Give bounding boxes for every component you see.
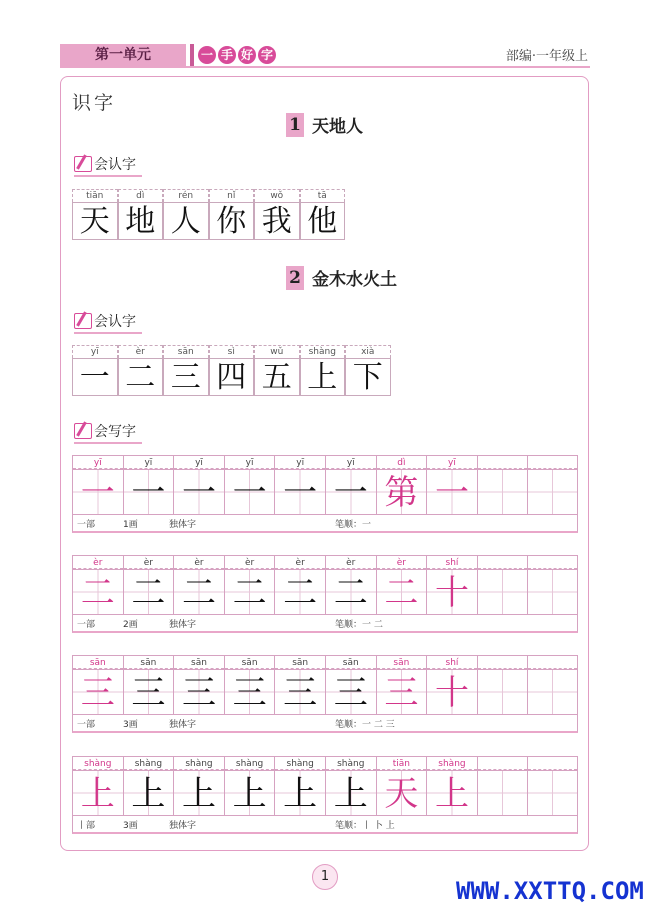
info-structure: 独体字 (169, 821, 197, 831)
writing-cell (173, 756, 224, 816)
recognize-heading-1 (74, 154, 136, 174)
pinyin: sān (124, 655, 174, 669)
pinyin: xià (345, 345, 391, 358)
lesson-1-title (286, 112, 363, 137)
hanzi (478, 770, 528, 816)
lesson-name: 天地人 (312, 117, 363, 137)
recognize-char-cell (300, 189, 346, 240)
recognize-char-cell (118, 189, 164, 240)
writing-cell (72, 756, 123, 816)
writing-cell (224, 756, 275, 816)
writing-cell (224, 655, 275, 715)
hanzi (478, 469, 528, 515)
hanzi: 三 (225, 669, 275, 715)
recognize-char-cell (72, 189, 118, 240)
writing-cell (477, 756, 528, 816)
info-radical: 一部 (77, 520, 96, 530)
writing-cell (72, 555, 123, 615)
hanzi: 一 (326, 469, 376, 515)
pinyin: sān (225, 655, 275, 669)
pinyin (478, 555, 528, 569)
info-structure: 独体字 (169, 720, 197, 730)
brand-logo (198, 44, 276, 66)
pinyin (528, 756, 577, 770)
hanzi: 三 (326, 669, 376, 715)
hanzi: 上 (300, 358, 346, 396)
pinyin: shàng (300, 345, 346, 358)
info-radical: 一部 (77, 720, 96, 730)
brand-char: 一 (198, 46, 216, 64)
pinyin: dì (377, 455, 427, 469)
recognize-char-cell (209, 189, 255, 240)
writing-cell (173, 655, 224, 715)
pinyin (478, 655, 528, 669)
pinyin: sān (73, 655, 123, 669)
hanzi: 三 (174, 669, 224, 715)
hanzi: 一 (73, 469, 123, 515)
hanzi: 二 (275, 569, 325, 615)
pencil-icon (74, 313, 92, 329)
header-line (60, 66, 590, 68)
pinyin: yī (73, 455, 123, 469)
lesson-number: 2 (286, 266, 304, 290)
writing-cell (477, 455, 528, 515)
pinyin: dì (118, 189, 164, 202)
hanzi (478, 569, 528, 615)
hanzi (478, 669, 528, 715)
pinyin: èr (275, 555, 325, 569)
header-divider (190, 44, 194, 66)
writing-cell (274, 655, 325, 715)
writing-block-4 (72, 756, 578, 834)
pinyin: èr (73, 555, 123, 569)
pinyin: sān (275, 655, 325, 669)
pinyin: tiān (72, 189, 118, 202)
pinyin (528, 455, 577, 469)
hanzi: 二 (377, 569, 427, 615)
pinyin: shàng (275, 756, 325, 770)
recognize-char-cell (254, 189, 300, 240)
hanzi: 上 (225, 770, 275, 816)
page-number: 1 (312, 864, 338, 890)
pinyin: tā (300, 189, 346, 202)
pinyin: shàng (427, 756, 477, 770)
pinyin: èr (377, 555, 427, 569)
writing-cell (325, 655, 376, 715)
hanzi: 第 (377, 469, 427, 515)
recognize-char-cell (300, 345, 346, 396)
hanzi: 一 (275, 469, 325, 515)
info-strokes: 3画 (123, 821, 138, 831)
character-info (72, 715, 578, 733)
hanzi: 三 (73, 669, 123, 715)
hanzi: 三 (163, 358, 209, 396)
pinyin (528, 555, 577, 569)
pinyin: shàng (124, 756, 174, 770)
hanzi: 一 (427, 469, 477, 515)
writing-cell (527, 756, 578, 816)
pinyin (478, 756, 528, 770)
hanzi: 三 (377, 669, 427, 715)
brand-char: 手 (218, 46, 236, 64)
hanzi: 五 (254, 358, 300, 396)
writing-cell (426, 655, 477, 715)
writing-cell (325, 455, 376, 515)
writing-cell (123, 756, 174, 816)
pinyin: sān (326, 655, 376, 669)
pinyin (478, 455, 528, 469)
info-radical: 丨部 (77, 821, 96, 831)
hanzi: 十 (427, 569, 477, 615)
pinyin: shàng (73, 756, 123, 770)
writing-cell (325, 555, 376, 615)
sub-heading-text: 会写字 (94, 424, 136, 440)
pinyin: wǔ (254, 345, 300, 358)
pinyin: sān (174, 655, 224, 669)
pinyin: tiān (377, 756, 427, 770)
writing-block-1 (72, 455, 578, 533)
hanzi: 一 (72, 358, 118, 396)
hanzi (528, 469, 577, 515)
pinyin: sì (209, 345, 255, 358)
hanzi: 一 (174, 469, 224, 515)
unit-tab: 第一单元 (60, 44, 186, 66)
hanzi: 人 (163, 202, 209, 240)
lesson-2-title (286, 265, 397, 290)
hanzi: 二 (174, 569, 224, 615)
pinyin: èr (326, 555, 376, 569)
pinyin: èr (174, 555, 224, 569)
heading-underline (74, 175, 142, 177)
hanzi: 二 (118, 358, 164, 396)
pinyin: rén (163, 189, 209, 202)
write-heading (74, 421, 136, 441)
writing-cell (173, 455, 224, 515)
writing-cell (123, 455, 174, 515)
info-order: 笔顺：一 二 (335, 620, 383, 630)
hanzi: 三 (275, 669, 325, 715)
writing-cell (527, 555, 578, 615)
recognize-char-cell (72, 345, 118, 396)
hanzi: 上 (124, 770, 174, 816)
pencil-icon (74, 156, 92, 172)
hanzi: 上 (427, 770, 477, 816)
pinyin: shí (427, 555, 477, 569)
hanzi: 天 (72, 202, 118, 240)
pinyin: shàng (326, 756, 376, 770)
info-order: 笔顺：一 (335, 520, 372, 530)
info-strokes: 2画 (123, 620, 138, 630)
hanzi: 上 (73, 770, 123, 816)
brand-char: 字 (258, 46, 276, 64)
character-info (72, 515, 578, 533)
brand-char: 好 (238, 46, 256, 64)
writing-block-3 (72, 655, 578, 733)
lesson-number: 1 (286, 113, 304, 137)
writing-cell (224, 455, 275, 515)
hanzi: 四 (209, 358, 255, 396)
pinyin: yī (275, 455, 325, 469)
pinyin: yī (174, 455, 224, 469)
pencil-icon (74, 423, 92, 439)
hanzi: 地 (118, 202, 164, 240)
info-strokes: 3画 (123, 720, 138, 730)
writing-cell (72, 655, 123, 715)
info-radical: 一部 (77, 620, 96, 630)
hanzi: 十 (427, 669, 477, 715)
recognize-strip-1 (72, 189, 345, 240)
hanzi: 一 (225, 469, 275, 515)
sub-heading-text: 会认字 (94, 314, 136, 330)
pinyin: yī (124, 455, 174, 469)
recognize-char-cell (163, 345, 209, 396)
info-structure: 独体字 (169, 620, 197, 630)
hanzi (528, 669, 577, 715)
writing-cell (274, 555, 325, 615)
info-order: 笔顺：丨 卜 上 (335, 821, 395, 831)
writing-cell (527, 655, 578, 715)
hanzi: 二 (225, 569, 275, 615)
writing-cell (123, 555, 174, 615)
writing-cell (527, 455, 578, 515)
writing-cell (376, 655, 427, 715)
character-info (72, 816, 578, 834)
recognize-char-cell (209, 345, 255, 396)
pinyin: yī (326, 455, 376, 469)
sub-heading-text: 会认字 (94, 157, 136, 173)
hanzi: 上 (326, 770, 376, 816)
pinyin: nǐ (209, 189, 255, 202)
pinyin (528, 655, 577, 669)
watermark-url: WWW.XXTTQ.COM (456, 877, 644, 905)
writing-cell (376, 555, 427, 615)
pinyin: èr (124, 555, 174, 569)
writing-cell (274, 455, 325, 515)
hanzi: 二 (326, 569, 376, 615)
writing-cell (376, 756, 427, 816)
recognize-char-cell (118, 345, 164, 396)
hanzi: 下 (345, 358, 391, 396)
hanzi: 二 (124, 569, 174, 615)
heading-underline (74, 332, 142, 334)
writing-cell (477, 655, 528, 715)
hanzi: 天 (377, 770, 427, 816)
pinyin: wǒ (254, 189, 300, 202)
pinyin: shàng (174, 756, 224, 770)
grade-label: 部编·一年级上 (505, 49, 588, 64)
heading-underline (74, 442, 142, 444)
pinyin: shí (427, 655, 477, 669)
hanzi (528, 770, 577, 816)
info-strokes: 1画 (123, 520, 138, 530)
hanzi: 他 (300, 202, 346, 240)
writing-cell (376, 455, 427, 515)
writing-cell (72, 455, 123, 515)
pinyin: yī (72, 345, 118, 358)
hanzi: 你 (209, 202, 255, 240)
pinyin: sān (377, 655, 427, 669)
hanzi: 上 (174, 770, 224, 816)
pinyin: yī (225, 455, 275, 469)
section-title: 识字 (72, 92, 117, 114)
writing-cell (325, 756, 376, 816)
writing-cell (477, 555, 528, 615)
hanzi: 二 (73, 569, 123, 615)
recognize-heading-2 (74, 311, 136, 331)
pinyin: èr (118, 345, 164, 358)
pinyin: sān (163, 345, 209, 358)
character-info (72, 615, 578, 633)
recognize-char-cell (254, 345, 300, 396)
hanzi: 我 (254, 202, 300, 240)
writing-block-2 (72, 555, 578, 633)
writing-cell (426, 455, 477, 515)
writing-cell (224, 555, 275, 615)
recognize-char-cell (163, 189, 209, 240)
pinyin: shàng (225, 756, 275, 770)
hanzi (528, 569, 577, 615)
pinyin: èr (225, 555, 275, 569)
recognize-strip-2 (72, 345, 391, 396)
hanzi: 三 (124, 669, 174, 715)
info-order: 笔顺：一 二 三 (335, 720, 395, 730)
lesson-name: 金木水火土 (312, 270, 397, 290)
writing-cell (173, 555, 224, 615)
info-structure: 独体字 (169, 520, 197, 530)
pinyin: yī (427, 455, 477, 469)
writing-cell (426, 756, 477, 816)
recognize-char-cell (345, 345, 391, 396)
writing-cell (123, 655, 174, 715)
writing-cell (426, 555, 477, 615)
hanzi: 上 (275, 770, 325, 816)
writing-cell (274, 756, 325, 816)
hanzi: 一 (124, 469, 174, 515)
